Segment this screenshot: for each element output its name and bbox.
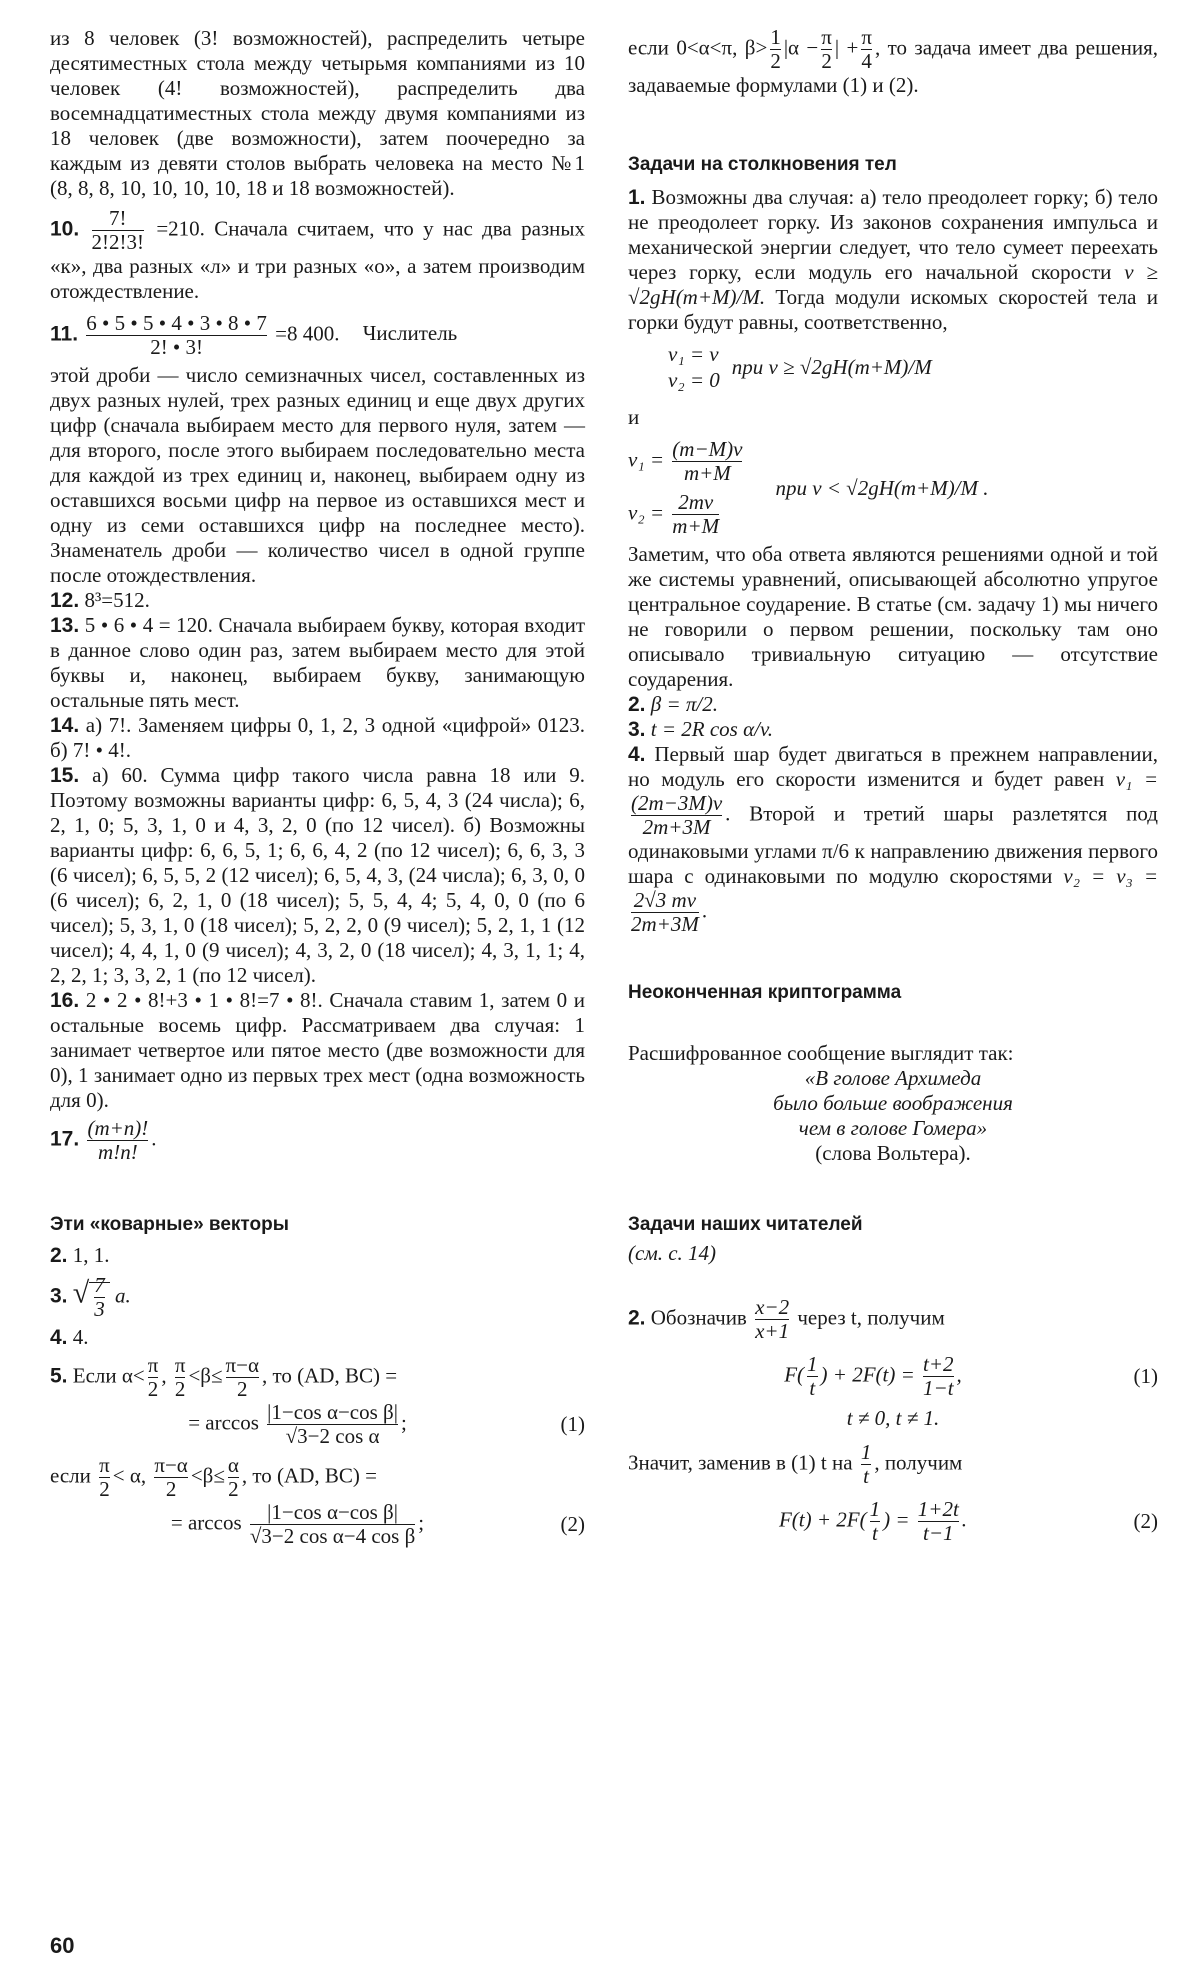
equation-2: = arccos $\frac{\text{|1−cos α−cos β|}}{\text{√3−2 cos α−4 cos β}}$ ; (2) [170,1500,585,1548]
cryptogram-line-1: «В голове Архимеда [804,1066,982,1090]
cryptogram-line-2: было больше воображения [773,1091,1013,1115]
left-column [50,26,585,1548]
answer-14: 14. а) 7!. Заменяем цифры 0, 1, 2, 3 одной «цифрой» 0123. б) 7! • 4!. [50,713,586,762]
system-1: v₁ = v v₂ = 0 при v ≥ √2gH(m+M)/M [668,342,932,392]
functional-equation-2: F(t) + 2F( $\frac{1}{t}$ ) = $\frac{1+2t}{t-1}$ . (2) [778,1497,1158,1545]
and-word: и [628,405,640,429]
section-title-vectors: Эти «коварные» векторы [50,1214,289,1235]
fraction: $\frac{7}{3}$ [94,1273,105,1321]
answer-11-text: этой дроби — число семизначных чисел, составленных из двух разных нулей, трех разных единиц и еще двух других цифр (сначала выбираем место для первого нуля, затем — для второго, после этого выбираем последовательно места для каждой из трех единиц и, наконец, выбираем одну из оставшихся восьми цифр на первое из оставшихся мест и одну из семи оставшихся цифр на последнее место). Знаменатель дроби — количество чисел в одной группе после отождествления. [50,363,585,587]
page-number: 60 [50,1933,75,1958]
cryptogram-intro: Расшифрованное сообщение выглядит так: [628,1041,1014,1065]
vectors-answer-4: 4. 4. [50,1325,89,1349]
fraction: $\frac{(m+n)!}{m!n!}$ [87,1116,149,1164]
collisions-answer-3: 3. t = 2R cos α/v. [628,717,773,741]
section-title-collisions: Задачи на столкновения тел [628,154,897,175]
readers-answer-2-text: Значит, заменив в (1) t на $\frac{1}{t}$ , получим [628,1440,963,1488]
answer-15: 15. а) 60. Сумма цифр такого числа равна 18 или 9. Поэтому возможны варианты цифр: 6, 5, 4, 3 (24 числа); 6, 2, 1, 0; 5, 3, 1, 0 и 4, 3, 2, 0 (по 12 чисел). б) Возможны варианты цифр: 6, 6, 5, 1; 6, 6, 4, 2 (по 12 чисел); 6, 6, 3, 3 (6 чисел); 6, 5, 5, 2 (12 чисел); 6, 5, 4, 3, (24 числа); 6, 3, 0, 0 (6 чисел); 6, 2, 1, 0 (18 чисел); 5, 5, 4, 4; 5, 4, 0, 0 (по 6 чисел); 5, 3, 1, 0 (18 чисел); 5, 2, 2, 0 (9 чисел); 5, 2, 1, 1 (12 чисел); 4, 4, 1, 0 (9 чисел); 4, 3, 2, 0 (18 чисел); 4, 3, 1, 1; 4, 2, 2, 1; 3, 3, 2, 1 (по 12 чисел). [50,763,586,987]
readers-answer-2: 2. Обозначив $\frac{x-2}{x+1}$ через t, получим [628,1295,945,1343]
collisions-answer-4: 4. Первый шар будет двигаться в прежнем направлении, но модуль его скорости изменится и будет равен v₁ = $\frac{(2m-3M)v}{2m+3M}$ . Второй и третий шары разлетятся под одинаковыми углами π/6 к направлению движения первого шара с одинаковыми по модулю скоростями v₂ = v₃ = $\frac{2√3 mv}{2m+3M}$ . [628,742,1159,936]
answer-16: 16. 2 • 2 • 8!+3 • 1 • 8!=7 • 8!. Сначала ставим 1, затем 0 и остальные восемь цифр. Рассматриваем два случая: 1 занимает четвертое или пятое место (две возможности для 0), 1 занимает одно из первых трех мест (одна возможность для 0). [50,988,586,1112]
answer-13: 13. 5 • 6 • 4 = 120. Сначала выбираем букву, которая входит в данное слово один раз, затем выбираем место для этой буквы и, наконец, выбираем букву, занимающую остальные пять мест. [50,613,585,712]
section-title-cryptogram: Неоконченная криптограмма [628,982,902,1003]
functional-equation-1: F( $\frac{1}{t}$ ) + 2F(t) = $\frac{t+2}{1-t}$ , (1) [784,1352,1158,1400]
answer-12: 12. 8³=512. [50,588,150,612]
vectors-answer-3: 3. √ $\frac{7}{3}$ a. [50,1273,131,1321]
condition: t ≠ 0, t ≠ 1. [846,1406,940,1430]
section-reference: (см. с. 14) [628,1241,717,1265]
system-2: v₁ = $\frac{(m-M)v}{m+M}$ v₂ = $\frac{2mv}{m+M}$ при v < √2gH(m+M)/M . [628,437,989,538]
answer-9-continuation: из 8 человек (3! возможностей), распределить четыре десятиместных стола между четырьмя компаниями из 10 человек (4! возможностей), распределить два восемнадцатиместных стола между двумя компаниями из 18 человек (две возможности), затем поочередно за каждым из девяти столов выбрать человека на место №1 (8, 8, 8, 10, 10, 10, 10, 18 и 18 возможностей). [50,26,585,200]
sqrt-sign-icon: √ [72,1276,90,1310]
equation-1: = arccos $\frac{\text{|1−cos α−cos β|}}{\text{√3−2 cos α}}$ ; (1) [188,1400,585,1448]
cryptogram-line-3: чем в голове Гомера» [798,1116,988,1140]
vectors-answer-5: 5. Если α< $\frac{\pi}{2}$ , $\frac{\pi}{2}$ <β≤ $\frac{\pi-\alpha}{2}$ , то (AD, BC) = [50,1353,398,1401]
right-column [628,26,1158,1545]
section-title-readers-problems: Задачи наших читателей [628,1214,863,1235]
collisions-answer-1-tail: Заметим, что оба ответа являются решениями одной и той же системы уравнений, описывающей абсолютно упругое центральное соударение. В статье (см. задачу 1) мы ничего не говорили о первом решении, поскольку там оно описывало тривиальную ситуацию — отсутствие соударения. [628,542,1158,691]
vectors-answer-2: 2. 1, 1. [50,1243,110,1267]
collisions-answer-2: 2. β = π/2. [628,692,719,716]
cryptogram-line-4: (слова Вольтера). [815,1141,971,1165]
vectors-answer-5-case2: если $\frac{\pi}{2}$ < α, $\frac{\pi-\alpha}{2}$ <β≤ $\frac{\alpha}{2}$ , то (AD, BC) = [50,1453,377,1501]
answer-17: 17. $\frac{(m+n)!}{m!n!}$ . [50,1116,157,1164]
fraction: $\frac{6 • 5 • 5 • 4 • 3 • 8 • 7}{2! • 3!}$ [86,311,267,359]
fraction: $\frac{\text{|1−cos α−cos β|}}{\text{√3−2 cos α−4 cos β}}$ [249,1500,416,1548]
collisions-answer-1: 1. Возможны два случая: а) тело преодолеет горку; б) тело не преодолеет горку. Из законов сохранения импульса и механической энергии следует, что тело сумеет переехать через горку, если модуль его начальной скорости v ≥ √2gH(m+M)/M. Тогда модули искомых скоростей тела и горки будут равны, соответственно, [628,185,1159,334]
answer-10: 10. $\frac{7!}{2!2!3!}$ =210. Сначала считаем, что у нас два разных «к», два разных «л» и три разных «о», а затем производим отождествление. [50,206,586,303]
fraction: $\frac{\text{|1−cos α−cos β|}}{\text{√3−2 cos α}}$ [267,1400,398,1448]
vectors-answer-5-continuation: если 0<α<π, β> $\frac{1}{2}$ |α − $\frac{\pi}{2}$ | + $\frac{\pi}{4}$ , то задача имеет два решения, задаваемые формулами (1) и (2). [628,25,1159,97]
answer-11: 11. $\frac{6 • 5 • 5 • 4 • 3 • 8 • 7}{2! • 3!}$ =8 400. Числитель [50,311,458,359]
fraction: $\frac{7!}{2!2!3!}$ [91,206,145,254]
